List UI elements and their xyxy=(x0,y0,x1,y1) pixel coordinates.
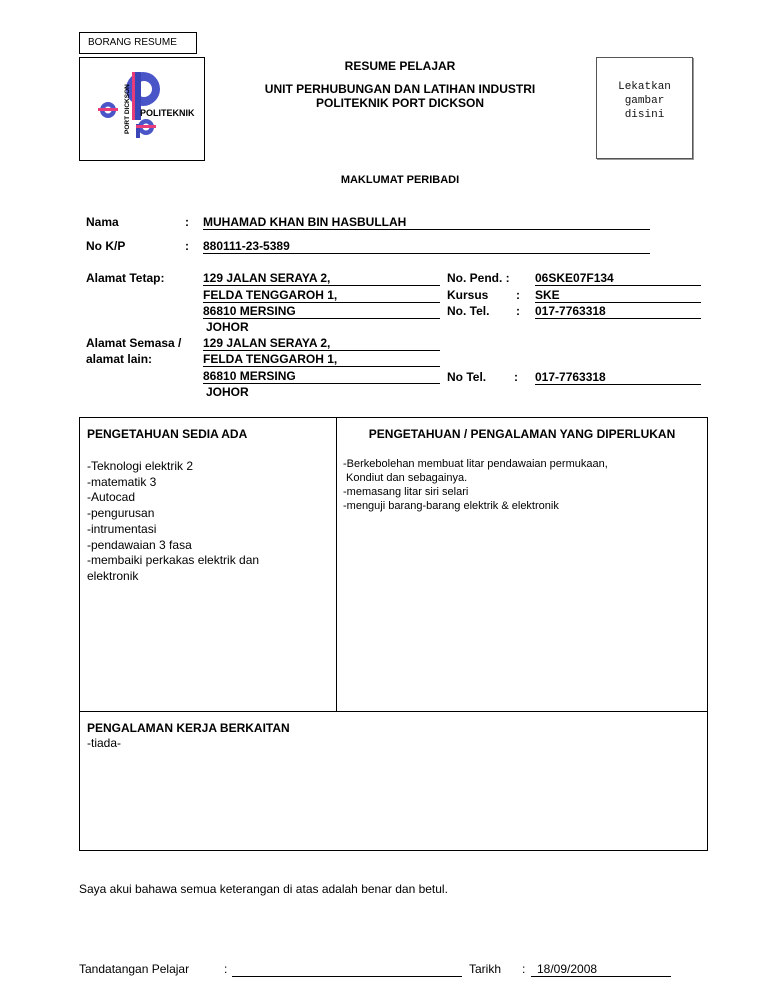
form-tag: BORANG RESUME xyxy=(79,32,197,54)
current-tel-label: No Tel. xyxy=(447,370,487,384)
politeknik-logo xyxy=(80,58,204,160)
list-item: -Teknologi elektrik 2 xyxy=(87,459,194,473)
list-item: -pengurusan xyxy=(87,506,155,521)
name-colon: : xyxy=(185,215,189,229)
required-title: PENGETAHUAN / PENGALAMAN YANG DIPERLUKAN xyxy=(368,427,676,441)
document-title: RESUME PELAJAR xyxy=(344,59,456,73)
photo-placeholder xyxy=(596,57,693,159)
pend-value: 06SKE07F134 xyxy=(535,271,701,286)
photo-line-1: Lekatkan xyxy=(618,81,671,93)
name-value: MUHAMAD KHAN BIN HASBULLAH xyxy=(203,215,650,230)
current-tel-value: 017-7763318 xyxy=(535,370,701,385)
tel-value: 017-7763318 xyxy=(535,304,701,319)
date-colon: : xyxy=(522,962,526,976)
required-list xyxy=(343,457,703,513)
institution-name: POLITEKNIK PORT DICKSON xyxy=(315,96,484,110)
permanent-address-line-4: JOHOR xyxy=(206,320,249,334)
date-label: Tarikh xyxy=(469,962,502,976)
list-item: elektronik xyxy=(87,568,139,583)
declaration-text: Saya akui bahawa semua keterangan di atas adalah benar dan betul. xyxy=(79,882,448,896)
list-item: -Autocad xyxy=(87,490,136,505)
signature-line[interactable] xyxy=(232,962,462,977)
knowledge-list xyxy=(87,459,331,585)
name-label: Nama xyxy=(86,215,119,229)
list-item: -pendawaian 3 fasa xyxy=(87,537,192,552)
current-address-label-1: Alamat Semasa / xyxy=(86,336,182,350)
current-address-label-2: alamat lain: xyxy=(86,352,153,366)
tel-colon: : xyxy=(516,304,520,318)
permanent-address-line-1: 129 JALAN SERAYA 2, xyxy=(203,271,440,286)
knowledge-title: PENGETAHUAN SEDIA ADA xyxy=(87,427,248,441)
photo-line-3: disini xyxy=(624,109,665,121)
list-item: -membaiki perkakas elektrik dan xyxy=(87,553,260,568)
list-item: -memasang litar siri selari xyxy=(343,486,469,498)
current-address-line-2: FELDA TENGGAROH 1, xyxy=(203,352,440,367)
experience-value: -tiada- xyxy=(87,736,122,750)
list-item: -intrumentasi xyxy=(87,521,157,536)
permanent-address-label: Alamat Tetap: xyxy=(86,271,165,285)
logo-box xyxy=(79,57,205,161)
pend-label: No. Pend. : xyxy=(447,271,510,285)
signature-colon: : xyxy=(224,962,228,976)
course-colon: : xyxy=(516,288,520,302)
list-item: Kondiut dan sebagainya. xyxy=(343,472,468,484)
signature-label: Tandatangan Pelajar xyxy=(79,962,190,976)
ic-label: No K/P xyxy=(86,239,126,253)
current-address-line-1: 129 JALAN SERAYA 2, xyxy=(203,336,440,351)
date-value: 18/09/2008 xyxy=(531,962,671,977)
unit-name: UNIT PERHUBUNGAN DAN LATIHAN INDUSTRI xyxy=(264,82,536,96)
current-address-line-3: 86810 MERSING xyxy=(203,369,440,384)
list-item: -matematik 3 xyxy=(87,474,157,489)
list-item: -Berkebolehan membuat litar pendawaian permukaan, xyxy=(343,458,608,470)
experience-title: PENGALAMAN KERJA BERKAITAN xyxy=(87,721,290,735)
ic-value: 880111-23-5389 xyxy=(203,239,650,254)
list-item: -menguji barang-barang elektrik & elektronik xyxy=(343,500,559,512)
logo-vertical-text: PORT DICKSON xyxy=(124,84,131,134)
current-tel-colon: : xyxy=(514,370,518,384)
logo-word: POLITEKNIK xyxy=(140,108,195,118)
course-value: SKE xyxy=(535,288,701,303)
section-title: MAKLUMAT PERIBADI xyxy=(340,174,460,186)
experience-box xyxy=(79,711,708,851)
current-address-line-4: JOHOR xyxy=(206,385,249,399)
ic-colon: : xyxy=(185,239,189,253)
permanent-address-line-3: 86810 MERSING xyxy=(203,304,440,319)
permanent-address-line-2: FELDA TENGGAROH 1, xyxy=(203,288,440,303)
course-label: Kursus xyxy=(447,288,489,302)
tel-label: No. Tel. xyxy=(447,304,490,318)
knowledge-box xyxy=(79,417,337,712)
required-box xyxy=(336,417,708,712)
photo-line-2: gambar xyxy=(624,95,665,107)
